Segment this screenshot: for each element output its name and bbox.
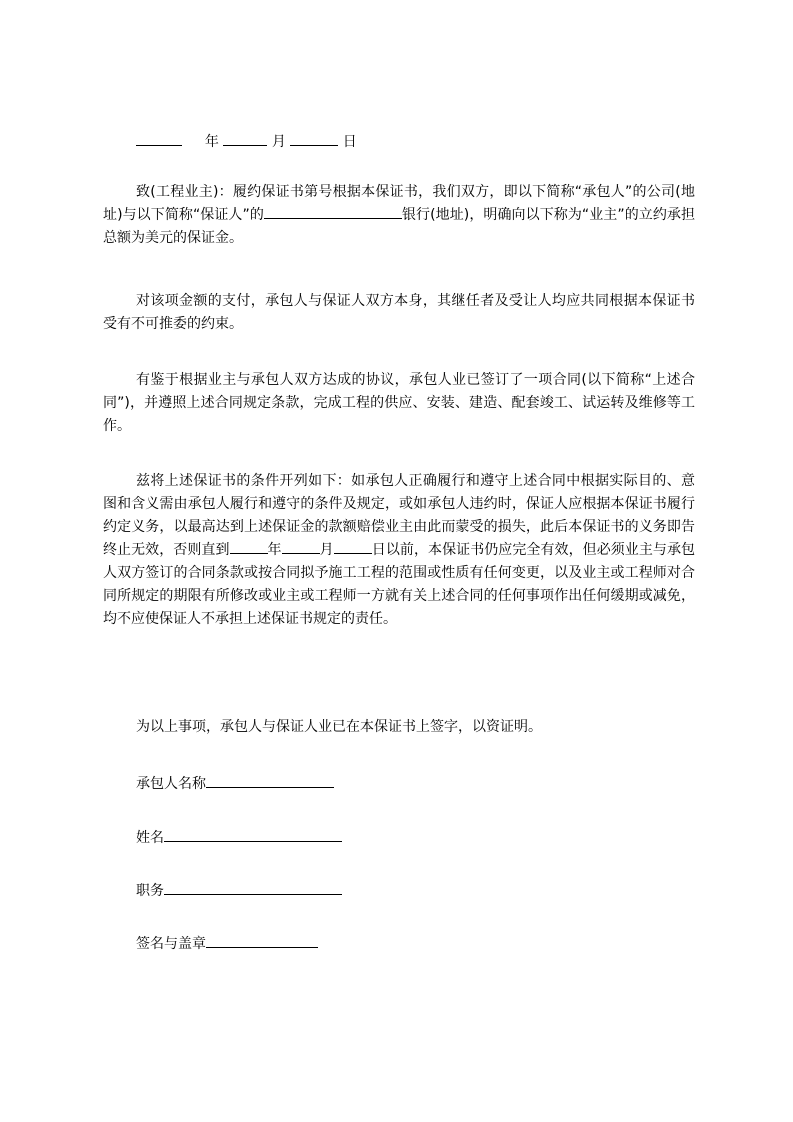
- contractor-name-label: 承包人名称: [136, 776, 206, 792]
- position-blank: [164, 879, 342, 895]
- name-field: [136, 826, 342, 848]
- paragraph-contract-background: 有鉴于根据业主与承包人双方达成的协议，承包人业已签订了一项合同(以下简称“上述合同”)，并遵照上述合同规定条款，完成工程的供应、安装、建造、配套竣工、试运转及维修等工作。: [103, 372, 695, 434]
- deadline-month-label: 月: [319, 542, 334, 558]
- year-blank: [136, 131, 182, 146]
- position-field: [136, 879, 342, 901]
- date-line: [136, 131, 357, 152]
- month-label: 月: [271, 134, 286, 150]
- paragraph-conditions-part2: 日以前，本保证书仍应完全有效，但必须业主与承包人双方签订的合同条款或按合同拟予施工工程的范围或性质有任何变更，以及业主或工程师对合同所规定的期限有所修改或业主或工程师一方就有关上述合同的任何事项作出任何缓期或减免，均不应使保证人不承担上述保证书规定的责任。: [103, 542, 696, 627]
- paragraph-guarantee-intro: [103, 181, 695, 250]
- signature-seal-field: [136, 932, 318, 954]
- month-blank: [223, 131, 267, 146]
- paragraph-witness: 为以上事项，承包人与保证人业已在本保证书上签字，以资证明。: [136, 719, 542, 735]
- deadline-year-blank: [230, 539, 268, 554]
- year-label: 年: [204, 134, 219, 150]
- name-blank: [164, 826, 342, 842]
- deadline-month-blank: [282, 539, 320, 554]
- day-blank: [290, 131, 338, 146]
- signature-seal-blank: [206, 932, 318, 948]
- contractor-name-blank: [206, 772, 334, 788]
- deadline-year-label: 年: [267, 542, 282, 558]
- day-label: 日: [342, 134, 357, 150]
- paragraph-guarantee-conditions: [103, 470, 695, 631]
- signature-seal-label: 签名与盖章: [136, 936, 206, 952]
- paragraph-guarantee-intro-part1: 致(工程业主)：履约保证书第号根据本保证书，我们双方，即以下简称“承包人”的公司(地址)与以下简称“保证人”的: [103, 184, 695, 223]
- deadline-day-blank: [334, 539, 372, 554]
- contractor-name-field: [136, 772, 334, 794]
- paragraph-guarantee-intro-part2: 银行(地址)，明确向以下称为“业主”的立约承担总额为美元的保证金。: [103, 207, 695, 246]
- position-label: 职务: [136, 883, 164, 899]
- paragraph-payment-obligation: 对该项金额的支付，承包人与保证人双方本身，其继任者及受让人均应共同根据本保证书受有不可推委的约束。: [103, 293, 695, 332]
- paragraph-conditions-part1: 兹将上述保证书的条件开列如下：如承包人正确履行和遵守上述合同中根据实际目的、意图和含义需由承包人履行和遵守的条件及规定，或如承包人违约时，保证人应根据本保证书履行约定义务，以最高达到上述保证金的款额赔偿业主由此而蒙受的损失，此后本保证书的义务即告终止无效，否则直到: [103, 473, 695, 558]
- bank-blank: [264, 204, 402, 219]
- name-label: 姓名: [136, 830, 164, 846]
